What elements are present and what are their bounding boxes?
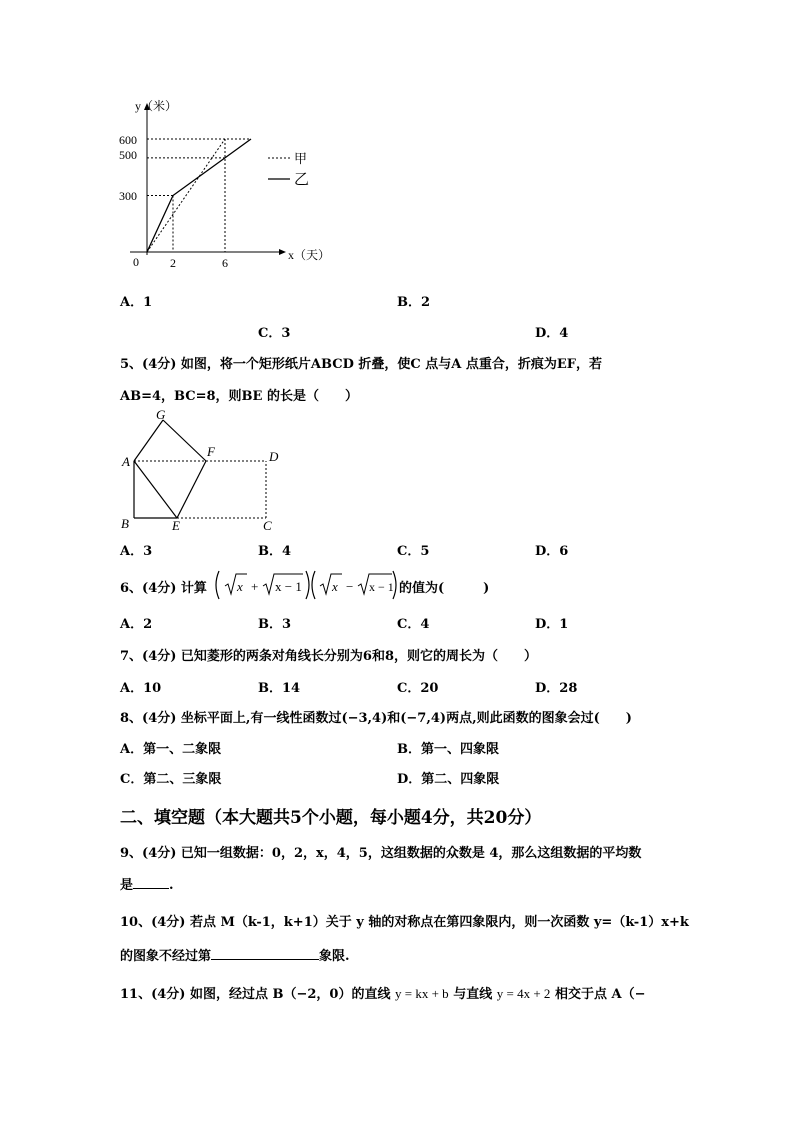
q10-answer-blank[interactable] [211,947,319,960]
q4-option-b: B．2 [397,295,431,310]
svg-text:+: + [251,579,259,594]
q8-text: 8、(4分) 坐标平面上,有一线性函数过(−3,4)和(−7,4)两点,则此函数的图象会过( ) [120,711,632,726]
x-tick-2: 2 [170,256,176,270]
q5-line2: AB=4，BC=8，则BE 的长是（ ） [120,389,358,404]
x-axis-label: x（天） [288,248,331,262]
y-tick-300: 300 [119,189,137,203]
y-tick-500: 500 [119,148,137,162]
q4-option-c: C．3 [258,326,291,341]
q5-line1: 5、(4分) 如图，将一个矩形纸片ABCD 折叠，使C 点与A 点重合，折痕为EF，若 [120,357,603,372]
svg-text:−: − [346,579,354,594]
q5-option-c: C．5 [397,544,430,559]
q11-line1: 11、(4分) 如图，经过点 B（−2，0）的直线 y = kx + b 与直线 y = 4x + 2 相交于点 A（− [120,986,646,1002]
x-tick-6: 6 [222,256,228,270]
svg-text:x − 1: x − 1 [369,580,394,594]
q5-option-a: A．3 [120,544,153,559]
x-axis-arrow [279,249,286,255]
y-axis-label: y（米） [135,99,178,113]
q7-option-a: A．10 [120,681,162,696]
y-tick-600: 600 [119,133,137,147]
label-a: A [122,454,130,469]
q6-option-a: A．2 [120,617,153,632]
section-heading: 二、填空题（本大题共5个小题，每小题4分，共20分） [120,808,542,828]
q6-option-d: D．1 [535,617,569,632]
series-line-jia [147,139,225,252]
q11-eq2: y = 4x + 2 [496,986,551,1001]
q6-suffix: 的值为( ) [399,581,490,596]
q6-option-c: C．4 [397,617,430,632]
q7-text: 7、(4分) 已知菱形的两条对角线长分别为6和8，则它的周长为（ ） [120,649,538,664]
q7-option-c: C．20 [397,681,439,696]
series-line-yi [147,139,251,252]
q5-option-d: D．6 [535,544,569,559]
distance-time-chart [110,95,350,275]
q8-option-a: A．第一、二象限 [120,742,222,757]
q9-answer-blank[interactable] [133,876,169,889]
q7-option-d: D．28 [535,681,578,696]
label-f: F [207,444,215,459]
label-g: G [156,407,166,422]
svg-text:x − 1: x − 1 [275,579,302,594]
q10-line1: 10、(4分) 若点 M（k-1，k+1）关于 y 轴的对称点在第四象限内，则一次函数 y=（k-1）x+k [120,915,689,930]
svg-text:x: x [237,579,243,594]
q6-option-b: B．3 [258,617,292,632]
q9-line1: 9、(4分) 已知一组数据：0，2，x，4，5，这组数据的众数是 4，那么这组数据的平均数 [120,846,642,861]
q11-eq1: y = kx + b [395,986,449,1001]
label-d: D [269,449,279,464]
q5-option-b: B．4 [258,544,292,559]
rectangle-fold-figure [115,405,295,535]
origin-label: 0 [133,255,139,269]
label-b: B [121,516,129,531]
q6-expression [213,569,399,601]
legend-label-yi: 乙 [294,172,310,188]
q7-option-b: B．14 [258,681,301,696]
q4-option-a: A．1 [120,295,153,310]
q8-option-d: D．第二、四象限 [397,772,500,787]
q9-line2: 是 . [120,878,174,893]
legend-label-jia: 甲 [294,151,308,166]
label-e: E [172,518,180,533]
q8-option-b: B．第一、四象限 [397,742,499,757]
label-c: C [263,518,272,533]
q6-prefix: 6、(4分) 计算 [120,581,207,596]
q4-option-d: D．4 [535,326,569,341]
q10-line2: 的图象不经过第 象限. [120,949,350,964]
svg-text:x: x [332,579,338,594]
q8-option-c: C．第二、三象限 [120,772,222,787]
